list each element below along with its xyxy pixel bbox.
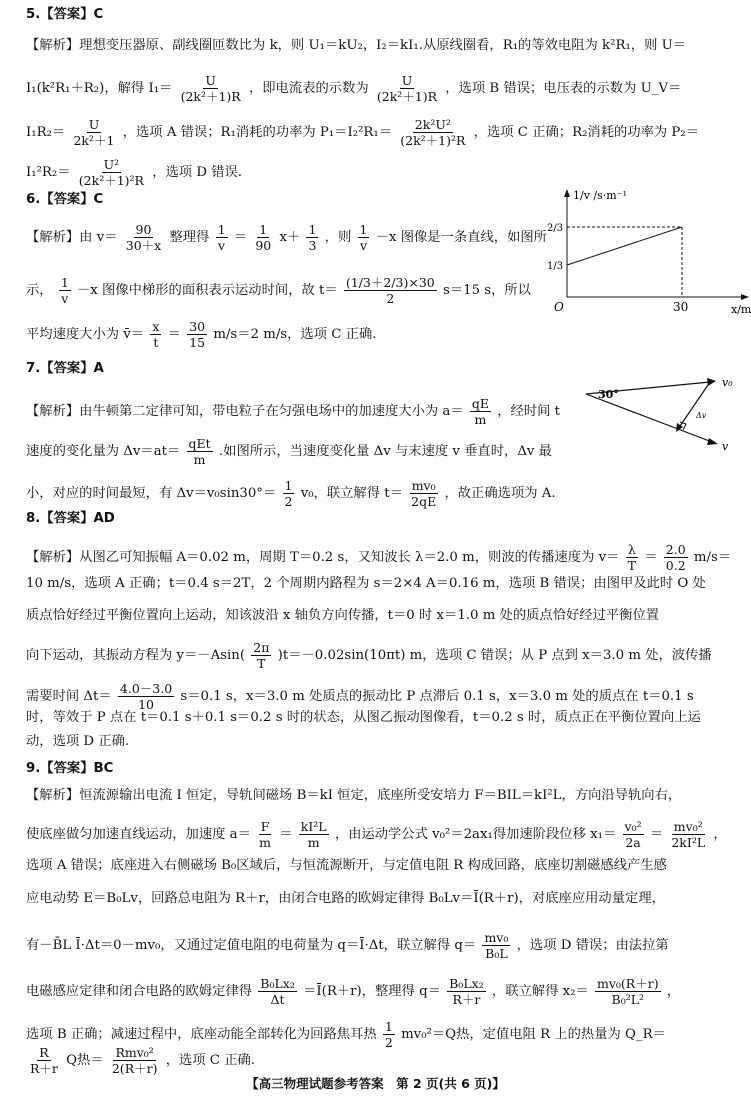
fraction: $\frac{U}{\text{(2k²＋1)R}}$ [376, 73, 438, 104]
angle-label: 30° [598, 388, 619, 401]
fraction: $\frac{\text{mv₀}}{\text{B₀L}}$ [484, 930, 509, 961]
q8-line-7: 动，选项 D 正确. [26, 734, 130, 749]
x-axis-arrow [741, 294, 749, 300]
fraction: $\frac{\text{Rmv₀²}}{2(R+r)}$ [111, 1045, 158, 1076]
fraction: $\frac{90}{30+x}$ [125, 222, 162, 253]
q7-line-3: 小，对应的时间最短，有 Δv＝v₀sin30°＝ $\frac{1}{2}$ v₀，联立解得 t＝ $\frac{\text{mv₀}}{2qE}$ ，故正确选项为 A. [26, 478, 556, 509]
q9-answer: 9.【答案】BC [26, 761, 114, 776]
fraction: $\frac{1}{3}$ [308, 222, 317, 253]
fraction: $\frac{4.0-3.0}{10}$ [119, 681, 173, 712]
fraction: $\frac{R}{R+r}$ [30, 1045, 58, 1076]
q9-line-4: 应电动势 E＝B₀Lv，回路总电阻为 R＋r，由闭合电路的欧姆定律得 B₀Lv＝Ī(R＋r)，对底座应用动量定理， [26, 891, 665, 906]
q5-line-4: I₁²R₂＝ $\frac{\text{U²}}{\text{(2k²＋1)²R}}$ ，选项 D 错误. [26, 157, 243, 188]
x-axis-label: x/m [731, 303, 751, 316]
v-label: v [722, 440, 729, 453]
y-tick-low: 1/3 [547, 261, 564, 272]
v0-label: v₀ [722, 376, 733, 389]
fraction: $\frac{qE}{m}$ [471, 396, 490, 427]
origin-label: O [554, 300, 564, 314]
q8-line-1: 【解析】从图乙可知振幅 A＝0.02 m，周期 T＝0.2 s，又知波长 λ＝2.0 m，则波的传播速度为 v＝ $\frac{\lambda}{T}$ ＝ $\frac{2.0}{0.2}$ m/s＝ [26, 542, 732, 573]
q8-line-3: 质点恰好经过平衡位置向上运动，知该波沿 x 轴负方向传播，t＝0 时 x＝1.0 m 处的质点恰好经过平衡位置 [26, 608, 660, 623]
fraction: $\frac{x}{t}$ [152, 319, 160, 350]
dv-vector [678, 382, 710, 429]
fraction: $\frac{1}{2}$ [284, 478, 293, 509]
fraction: $\frac{30}{15}$ [189, 319, 206, 350]
fraction: $\frac{(1/3+2/3)\times 30}{2}$ [345, 275, 435, 306]
fraction: $\frac{\text{B₀Lx₂}}{R+r}$ [449, 976, 484, 1007]
fraction: $\frac{U}{\text{2k²＋1}}$ [73, 117, 115, 148]
q8-line-6: 时，等效于 P 点在 t＝0.1 s＋0.1 s＝0.2 s 时的状态，从图乙振动图像看，t＝0.2 s 时，质点正在平衡位置向上运 [26, 710, 701, 725]
q9-line-6: 电磁感应定律和闭合电路的欧姆定律得 $\frac{\text{B₀Lx₂}}{\Delta t}$ ＝Ī(R＋r)，整理得 q＝ $\frac{\text{B₀Lx₂}}{R+r}$ ，联立解得 x₂＝ $\frac{\text{mv₀(R＋r)}}{\text{B₀²L²}}$ ， [26, 976, 681, 1007]
q9-line-1: 【解析】恒流源输出电流 I 恒定，导轨间磁场 B＝kI 恒定，底座所受安培力 F＝BIL＝kI²L，方向沿导轨向右， [26, 788, 682, 803]
q5-line-1: 【解析】理想变压器原、副线圈匝数比为 k，则 U₁＝kU₂，I₂＝kI₁.从原线圈看，R₁的等效电阻为 k²R₁，则 U＝ [26, 38, 687, 53]
fraction: $\frac{1}{2}$ [384, 1019, 393, 1050]
q9-line-3: 选项 A 错误；底座进入右侧磁场 B₀区域后，与恒流源断开，与定值电阻 R 构成回路，底座切割磁感线产生感 [26, 858, 667, 873]
q5-answer: 5.【答案】C [26, 7, 104, 22]
q6-graph [545, 185, 751, 320]
q7-line-2: 速度的变化量为 Δv＝at＝ $\frac{\text{qEt}}{m}$ .如图所示，当速度变化量 Δv 与末速度 v 垂直时，Δv 最 [26, 436, 552, 467]
q9-line-7: 选项 B 正确；减速过程中，底座动能全部转化为回路焦耳热 $\frac{1}{2}$ mv₀²＝Q热，定值电阻 R 上的热量为 Q_R＝ [26, 1019, 666, 1050]
fraction: $\frac{\text{qEt}}{m}$ [188, 436, 211, 467]
fraction: $\frac{\text{2k²U²}}{\text{(2k²＋1)²R}}$ [400, 117, 466, 148]
fraction: $\frac{\text{v₀²}}{2a}$ [624, 819, 642, 850]
graph-line [567, 227, 682, 265]
q8-line-4: 向下运动，其振动方程为 y＝－Asin( $\frac{2\pi}{T}$ )t＝－0.02sin(10πt) m，选项 C 错误；从 P 点到 x＝3.0 m 处，波传播 [26, 640, 712, 671]
q6-line-2: 示， $\frac{1}{v}$ －x 图像中梯形的面积表示运动时间，故 t＝ $\frac{(1/3+2/3)\times 30}{2}$ s＝15 s，所以 [26, 275, 531, 306]
q5-line-2: I₁(k²R₁＋R₂)，解得 I₁＝ $\frac{U}{\text{(2k²＋1)R}}$ ，即电流表的示数为 $\frac{U}{\text{(2k²＋1)R}}$ ，选项 B 错误；电压表的示数为 U_V＝ [26, 73, 682, 104]
v-vector [586, 394, 712, 442]
x-tick-label: 30 [673, 300, 689, 314]
y-axis-arrow [564, 189, 570, 197]
q9-line-8: $\frac{R}{R+r}$ Q热＝ $\frac{\text{Rmv₀²}}{2(R+r)}$ ，选项 C 正确. [30, 1045, 256, 1076]
q9-line-5: 有－B̄L Ī·Δt＝0－mv₀，又通过定值电阻的电荷量为 q＝Ī·Δt，联立解得 q＝ $\frac{\text{mv₀}}{\text{B₀L}}$ ，选项 D 错误；由法拉第 [26, 930, 669, 961]
fraction: $\frac{1}{v}$ [60, 275, 69, 306]
q6-line-1: 【解析】由 v＝ $\frac{90}{30+x}$ 整理得 $\frac{1}{v}$ ＝ $\frac{1}{90}$ x＋ $\frac{1}{3}$ ，则 $\frac{1}{v}$ －x 图像是一条直线，如图所 [26, 222, 547, 253]
fraction: $\frac{1}{v}$ [359, 222, 368, 253]
q5-line-3: I₁R₂＝ $\frac{U}{\text{2k²＋1}}$ ，选项 A 错误；R₁消耗的功率为 P₁＝I₂²R₁＝ $\frac{\text{2k²U²}}{\text{(2k²＋1)²R}}$ ，选项 C 正确；R₂消耗的功率为 P₂＝ [26, 117, 700, 148]
fraction: $\frac{2.0}{0.2}$ [665, 542, 686, 573]
q7-answer: 7.【答案】A [26, 361, 104, 376]
v-arrowhead [707, 438, 718, 445]
fraction: $\frac{\text{B₀Lx₂}}{\Delta t}$ [260, 976, 295, 1007]
q6-line-3: 平均速度大小为 v̄＝ $\frac{x}{t}$ ＝ $\frac{30}{15}$ m/s＝2 m/s，选项 C 正确. [26, 319, 377, 350]
q8-answer: 8.【答案】AD [26, 511, 115, 526]
q6-answer: 6.【答案】C [26, 192, 104, 207]
fraction: $\frac{\text{mv₀(R＋r)}}{\text{B₀²L²}}$ [597, 976, 659, 1007]
dv-label: Δv [696, 411, 707, 420]
fraction: $\frac{\text{kI²L}}{m}$ [300, 819, 327, 850]
fraction: $\frac{\text{mv₀}}{2qE}$ [411, 478, 437, 509]
y-axis-label: 1/v /s·m⁻¹ [573, 189, 627, 202]
fraction: $\frac{1}{90}$ [255, 222, 272, 253]
q8-line-2: 10 m/s，选项 A 正确；t＝0.4 s＝2T，2 个周期内路程为 s＝2×4 A＝0.16 m，选项 B 错误；由图甲及此时 O 处 [26, 576, 706, 591]
fraction: $\frac{\text{U²}}{\text{(2k²＋1)²R}}$ [78, 157, 144, 188]
q7-velocity-diagram [580, 372, 748, 454]
q9-line-2: 使底座做匀加速直线运动，加速度 a＝ $\frac{F}{m}$ ＝ $\frac{\text{kI²L}}{m}$ ，由运动学公式 v₀²＝2ax₁得加速阶段位移 x₁＝ $\frac{\text{v₀²}}{2a}$ ＝ $\frac{\text{mv₀²}}{\text{2kI²L}}$ ， [26, 819, 727, 850]
q8-line-5: 需要时间 Δt＝ $\frac{4.0-3.0}{10}$ s＝0.1 s，x＝3.0 m 处质点的振动比 P 点滞后 0.1 s，x＝3.0 m 处的质点在 t＝0.1 s [26, 681, 694, 712]
fraction: $\frac{F}{m}$ [259, 819, 271, 850]
fraction: $\frac{U}{\text{(2k²＋1)R}}$ [180, 73, 241, 104]
y-tick-high: 2/3 [547, 223, 564, 234]
fraction: $\frac{\text{mv₀²}}{\text{2kI²L}}$ [671, 819, 706, 850]
fraction: $\frac{\lambda}{T}$ [627, 542, 637, 573]
fraction: $\frac{2\pi}{T}$ [253, 640, 270, 671]
q7-line-1: 【解析】由牛顿第二定律可知，带电粒子在匀强电场中的加速度大小为 a＝ $\frac{qE}{m}$ ，经时间 t [26, 396, 561, 427]
page-footer: 【高三物理试题参考答案 第 2 页(共 6 页)】 [246, 1076, 505, 1091]
fraction: $\frac{1}{v}$ [217, 222, 226, 253]
